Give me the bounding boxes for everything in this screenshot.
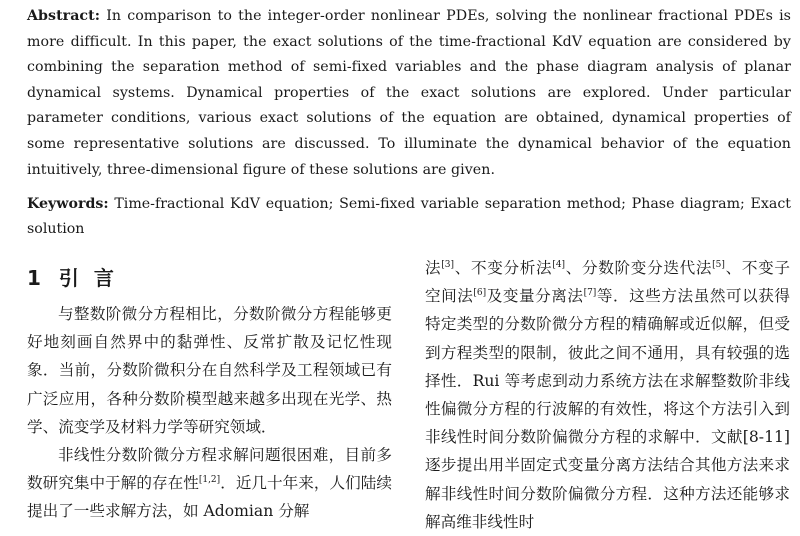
paragraph-text: 等．这些方法虽然可以获得特定类型的分数阶微分方程的精确解或近似解，但受到方程类型的限制，彼此之间不通用，具有较强的选择性．Rui 等考虑到动力系统方法在求解整数阶非线性偏微分方程的行波解的有效性，将这个方法引入到非线性时间分数阶偏微分方程的求解中．文献[8-11]逐步提出用半固定式变量分离方法结合其他方法来求解非线性时间分数阶偏微分方程．这种方法还能够求解高维非线性时: [425, 287, 790, 531]
paragraph-text: 、不变子空间法: [425, 259, 790, 306]
citation: [4]: [552, 259, 566, 270]
keywords-label: Keywords:: [27, 196, 109, 212]
intro-paragraph-2-continued: [425, 254, 790, 536]
intro-paragraph-1: 与整数阶微分方程相比，分数阶微分方程能够更好地刻画自然界中的黏弹性、反常扩散及记忆性现象．当前，分数阶微积分在自然科学及工程领域已有广泛应用，各种分数阶模型越来越多出现在光学、热学、流变学及材料力学等研究领域．: [27, 305, 392, 436]
right-column: [425, 254, 790, 536]
citation: [6]: [473, 288, 487, 299]
paragraph-text: 、不变分析法: [454, 259, 553, 277]
citation: [3]: [441, 259, 455, 270]
paragraph-text: 非线性分数阶微分方程求解问题很困难，目前多数研究集中于解的存在性: [27, 446, 392, 493]
citation: [5]: [712, 259, 725, 270]
left-column: [27, 256, 392, 526]
paragraph-text: 、分数阶变分迭代法: [565, 259, 713, 277]
section-number: 1: [27, 266, 45, 290]
abstract-text: In comparison to the integer-order nonlinear PDEs, solving the nonlinear fractional PDEs is more difficult. In this paper, the exact solutions of the time-fractional KdV equation are considered by combining the separation method of semi-fixed variables and the phase diagram analysis of planar dynamical systems. Dynamical properties of the exact solutions are explored. Under particular parameter conditions, various exact solutions of the equation are obtained, dynamical properties of some representative solutions are discussed. To illuminate the dynamical behavior of the equation intuitively, three-dimensional figure of these solutions are given.: [27, 8, 791, 178]
abstract-label: Abstract:: [27, 8, 101, 24]
keywords: [27, 192, 791, 242]
paragraph-text: 及变量分离法: [486, 287, 584, 306]
abstract: [27, 4, 791, 183]
section-title: 引 言: [58, 266, 118, 290]
paragraph-text: 法: [425, 259, 442, 277]
keywords-text: Time-fractional KdV equation; Semi-fixed variable separation method; Phase diagram; Exact solution: [27, 196, 791, 237]
section-heading: [27, 256, 392, 300]
citation: [7]: [583, 288, 597, 299]
citation: [1,2]: [198, 475, 221, 486]
paragraph-text: ．近几十年来，人们陆续提出了一些求解方法，如 Adomian 分解: [27, 474, 392, 521]
intro-paragraph-2: [27, 441, 392, 526]
